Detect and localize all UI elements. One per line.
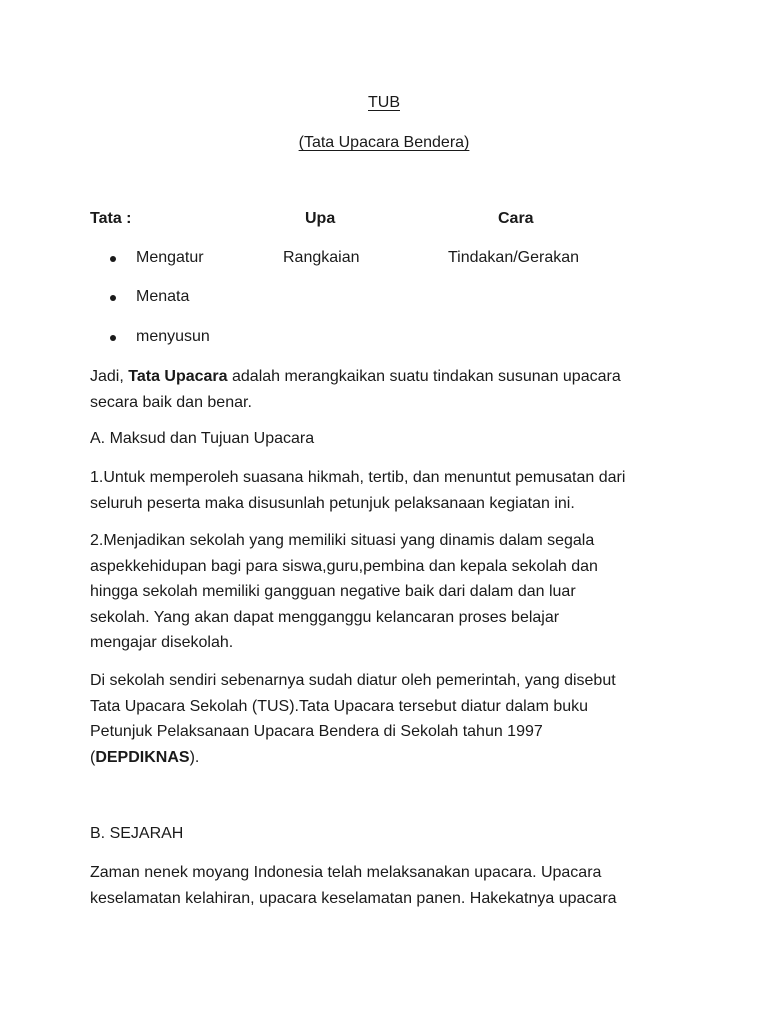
section-a-point-2: [90, 528, 690, 656]
col-tindakan: Tindakan/Gerakan: [448, 249, 580, 266]
paren-open: (: [90, 748, 96, 766]
section-b-heading: B. SEJARAH: [90, 825, 184, 842]
text-line: Zaman nenek moyang Indonesia telah melaksanakan upacara. Upacara: [90, 864, 602, 881]
depdiknas-term: DEPDIKNAS: [95, 748, 190, 766]
definition-line: secara baik dan benar.: [90, 393, 252, 411]
bullet-text: menyusun: [136, 328, 210, 345]
text-line: [90, 745, 690, 771]
bullet-icon: [110, 295, 116, 301]
text-line: sekolah. Yang akan dapat mengganggu kelancaran proses belajar: [90, 608, 560, 626]
paren-close: ).: [189, 748, 200, 766]
bullet-text: Mengatur: [136, 249, 204, 266]
text-line: 2.Menjadikan sekolah yang memiliki situasi yang dinamis dalam segala: [90, 532, 595, 549]
header-cara: Cara: [498, 210, 534, 227]
bullet-icon: [110, 256, 116, 262]
text-line: Petunjuk Pelaksanaan Upacara Bendera di Sekolah tahun 1997: [90, 723, 543, 740]
definition-line: [90, 364, 690, 390]
text-line: seluruh peserta maka disusunlah petunjuk pelaksanaan kegiatan ini.: [90, 494, 575, 512]
text-line: aspekkehidupan bagi para siswa,guru,pembina dan kepala sekolah dan: [90, 557, 598, 575]
section-a-paragraph: [90, 668, 690, 770]
text-line: Di sekolah sendiri sebenarnya sudah diatur oleh pemerintah, yang disebut: [90, 672, 616, 689]
text-line: 1.Untuk memperoleh suasana hikmah, tertib, dan menuntut pemusatan dari: [90, 469, 626, 486]
section-a-heading: A. Maksud dan Tujuan Upacara: [90, 430, 315, 447]
definition-paragraph: [90, 364, 690, 415]
text-line: hingga sekolah memiliki gangguan negative baik dari dalam dan luar: [90, 583, 576, 600]
definition-term: Tata Upacara: [128, 368, 228, 385]
section-b-paragraph: [90, 860, 690, 911]
document-subtitle: (Tata Upacara Bendera): [298, 134, 470, 151]
definition-rest: adalah merangkaikan suatu tindakan susunan upacara: [227, 368, 621, 385]
section-a-point-1: [90, 465, 690, 516]
definition-prefix: Jadi,: [90, 368, 129, 385]
text-line: mengajar disekolah.: [90, 634, 234, 651]
document-title: TUB: [368, 94, 400, 111]
bullet-icon: [110, 335, 116, 341]
header-tata: Tata :: [90, 210, 132, 227]
header-upa: Upa: [305, 210, 336, 227]
text-line: keselamatan kelahiran, upacara keselamatan panen. Hakekatnya upacara: [90, 889, 617, 907]
col-rangkaian: Rangkaian: [283, 249, 360, 266]
bullet-text: Menata: [136, 288, 190, 305]
text-line: Tata Upacara Sekolah (TUS).Tata Upacara tersebut diatur dalam buku: [90, 697, 589, 715]
